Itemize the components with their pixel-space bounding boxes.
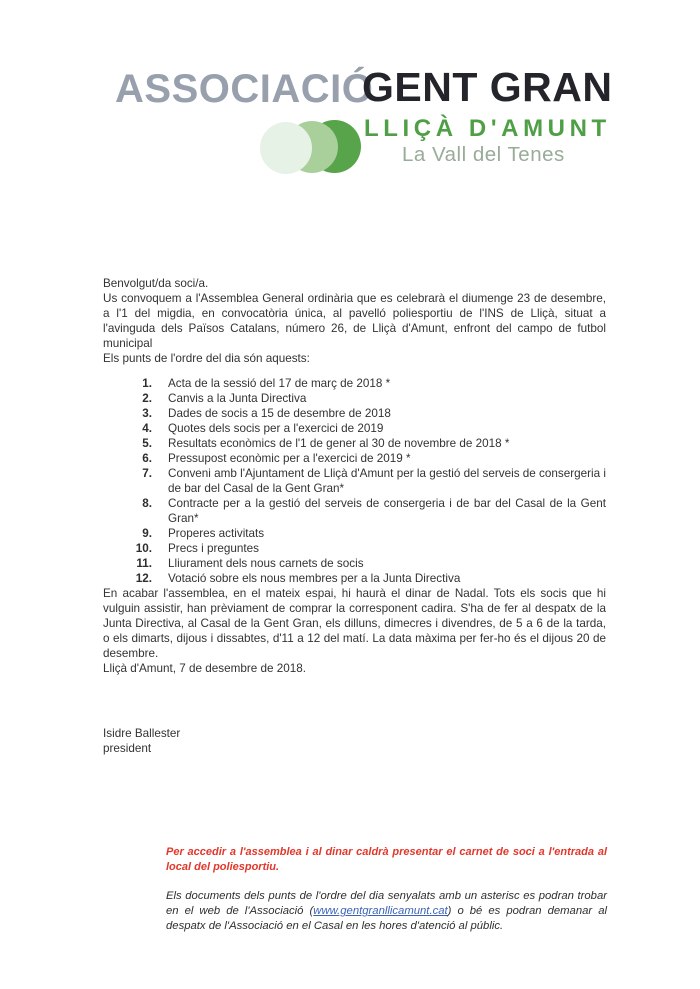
agenda-item-text: Lliurament dels nous carnets de socis [168, 557, 364, 570]
agenda-item-text: Properes activitats [168, 527, 265, 540]
agenda-item-text: Canvis a la Junta Directiva [168, 392, 307, 405]
agenda-item-text: Quotes dels socis per a l'exercici de 2019 [168, 422, 384, 435]
letter-body [103, 276, 606, 756]
agenda-heading: Els punts de l'ordre del dia són aquests: [103, 352, 310, 365]
agenda-item [103, 571, 606, 586]
agenda-item-number: 4. [142, 422, 152, 435]
signer-name: Isidre Ballester [103, 727, 181, 740]
agenda-item [103, 466, 606, 496]
footnote-text-after: ) o bé es podran demanar al despatx de l'Associació en el Casal en les hores d'atenció al públic. [166, 905, 607, 932]
agenda-item-text: Conveni amb l'Ajuntament de Lliçà d'Amunt per la gestió del serveis de consergeria i de bar del Casal de la Gent Gran* [168, 467, 606, 495]
signer-title: president [103, 742, 152, 755]
agenda-item-text: Contracte per a la gestió del serveis de consergeria i de bar del Casal de la Gent Gran* [168, 497, 606, 525]
agenda-list [103, 376, 606, 586]
agenda-item [103, 391, 606, 406]
agenda-item-text: Pressupost econòmic per a l'exercici de 2019 * [168, 452, 411, 465]
agenda-item-text: Precs i preguntes [168, 542, 259, 555]
logo-word-gent-gran: GENT GRAN [362, 64, 613, 110]
footnote-text-before: Els documents dels punts de l'ordre del dia senyalats amb un asterisc es podran trobar en el web de l'Associació ( [166, 890, 607, 917]
agenda-item-number: 12. [135, 572, 152, 585]
association-logo [0, 0, 700, 230]
agenda-item-text: Resultats econòmics de l'1 de gener al 30 de novembre de 2018 * [168, 437, 510, 450]
closing-paragraph: En acabar l'assemblea, en el mateix espai, hi haurà el dinar de Nadal. Tots els socis que hi vulguin assistir, han prèviament de comprar la corresponent cadira. S'ha de fer al despatx de la Junta Directiva, al Casal de la Gent Gran, els dilluns, dimecres i divendres, de 5 a 6 de la tarda, o els dimarts, dijous i dissabtes, d'11 a 12 del matí. La data màxima per fer-ho és el dijous 20 de desembre. [103, 587, 606, 660]
agenda-item-number: 1. [142, 377, 152, 390]
logo-tagline-vall-del-tenes: La Vall del Tenes [402, 143, 565, 166]
logo-subtitle-llica-damunt: LLIÇÀ D'AMUNT [364, 115, 611, 142]
agenda-item-number: 10. [135, 542, 152, 555]
agenda-item [103, 406, 606, 421]
footnote [166, 889, 607, 934]
agenda-item-number: 3. [142, 407, 152, 420]
association-website-link[interactable]: www.gentgranllicamunt.cat [313, 905, 448, 917]
salutation: Benvolgut/da soci/a. [103, 277, 209, 290]
agenda-item-text: Acta de la sessió del 17 de març de 2018 * [168, 377, 391, 390]
agenda-item-number: 6. [142, 452, 152, 465]
agenda-item [103, 451, 606, 466]
agenda-item-number: 7. [142, 467, 152, 480]
agenda-item-text: Dades de socis a 15 de desembre de 2018 [168, 407, 391, 420]
agenda-item-number: 9. [142, 527, 152, 540]
agenda-item [103, 496, 606, 526]
agenda-item [103, 421, 606, 436]
red-notice: Per accedir a l'assemblea i al dinar caldrà presentar el carnet de soci a l'entrada al local del poliesportiu. [166, 846, 607, 873]
logo-circle-pale-icon [260, 122, 312, 174]
signature-block [103, 726, 606, 756]
agenda-item-number: 11. [136, 557, 152, 570]
agenda-item [103, 436, 606, 451]
date-line: Lliçà d'Amunt, 7 de desembre de 2018. [103, 662, 306, 675]
agenda-item-number: 5. [142, 437, 152, 450]
agenda-item [103, 526, 606, 541]
intro-paragraph: Us convoquem a l'Assemblea General ordinària que es celebrarà el diumenge 23 de desembre, a l'1 del migdia, en convocatòria única, al pavelló poliesportiu de l'INS de Lliçà, situat a l'avinguda dels Països Catalans, número 26, de Lliçà d'Amunt, enfront del campo de futbol municipal [103, 292, 606, 350]
notices-section [166, 845, 607, 934]
agenda-item [103, 556, 606, 571]
agenda-item-number: 2. [142, 392, 152, 405]
agenda-item [103, 541, 606, 556]
agenda-item-number: 8. [142, 497, 152, 510]
agenda-item-text: Votació sobre els nous membres per a la Junta Directiva [168, 572, 461, 585]
agenda-item [103, 376, 606, 391]
logo-word-associacio: ASSOCIACIÓ [115, 67, 374, 111]
